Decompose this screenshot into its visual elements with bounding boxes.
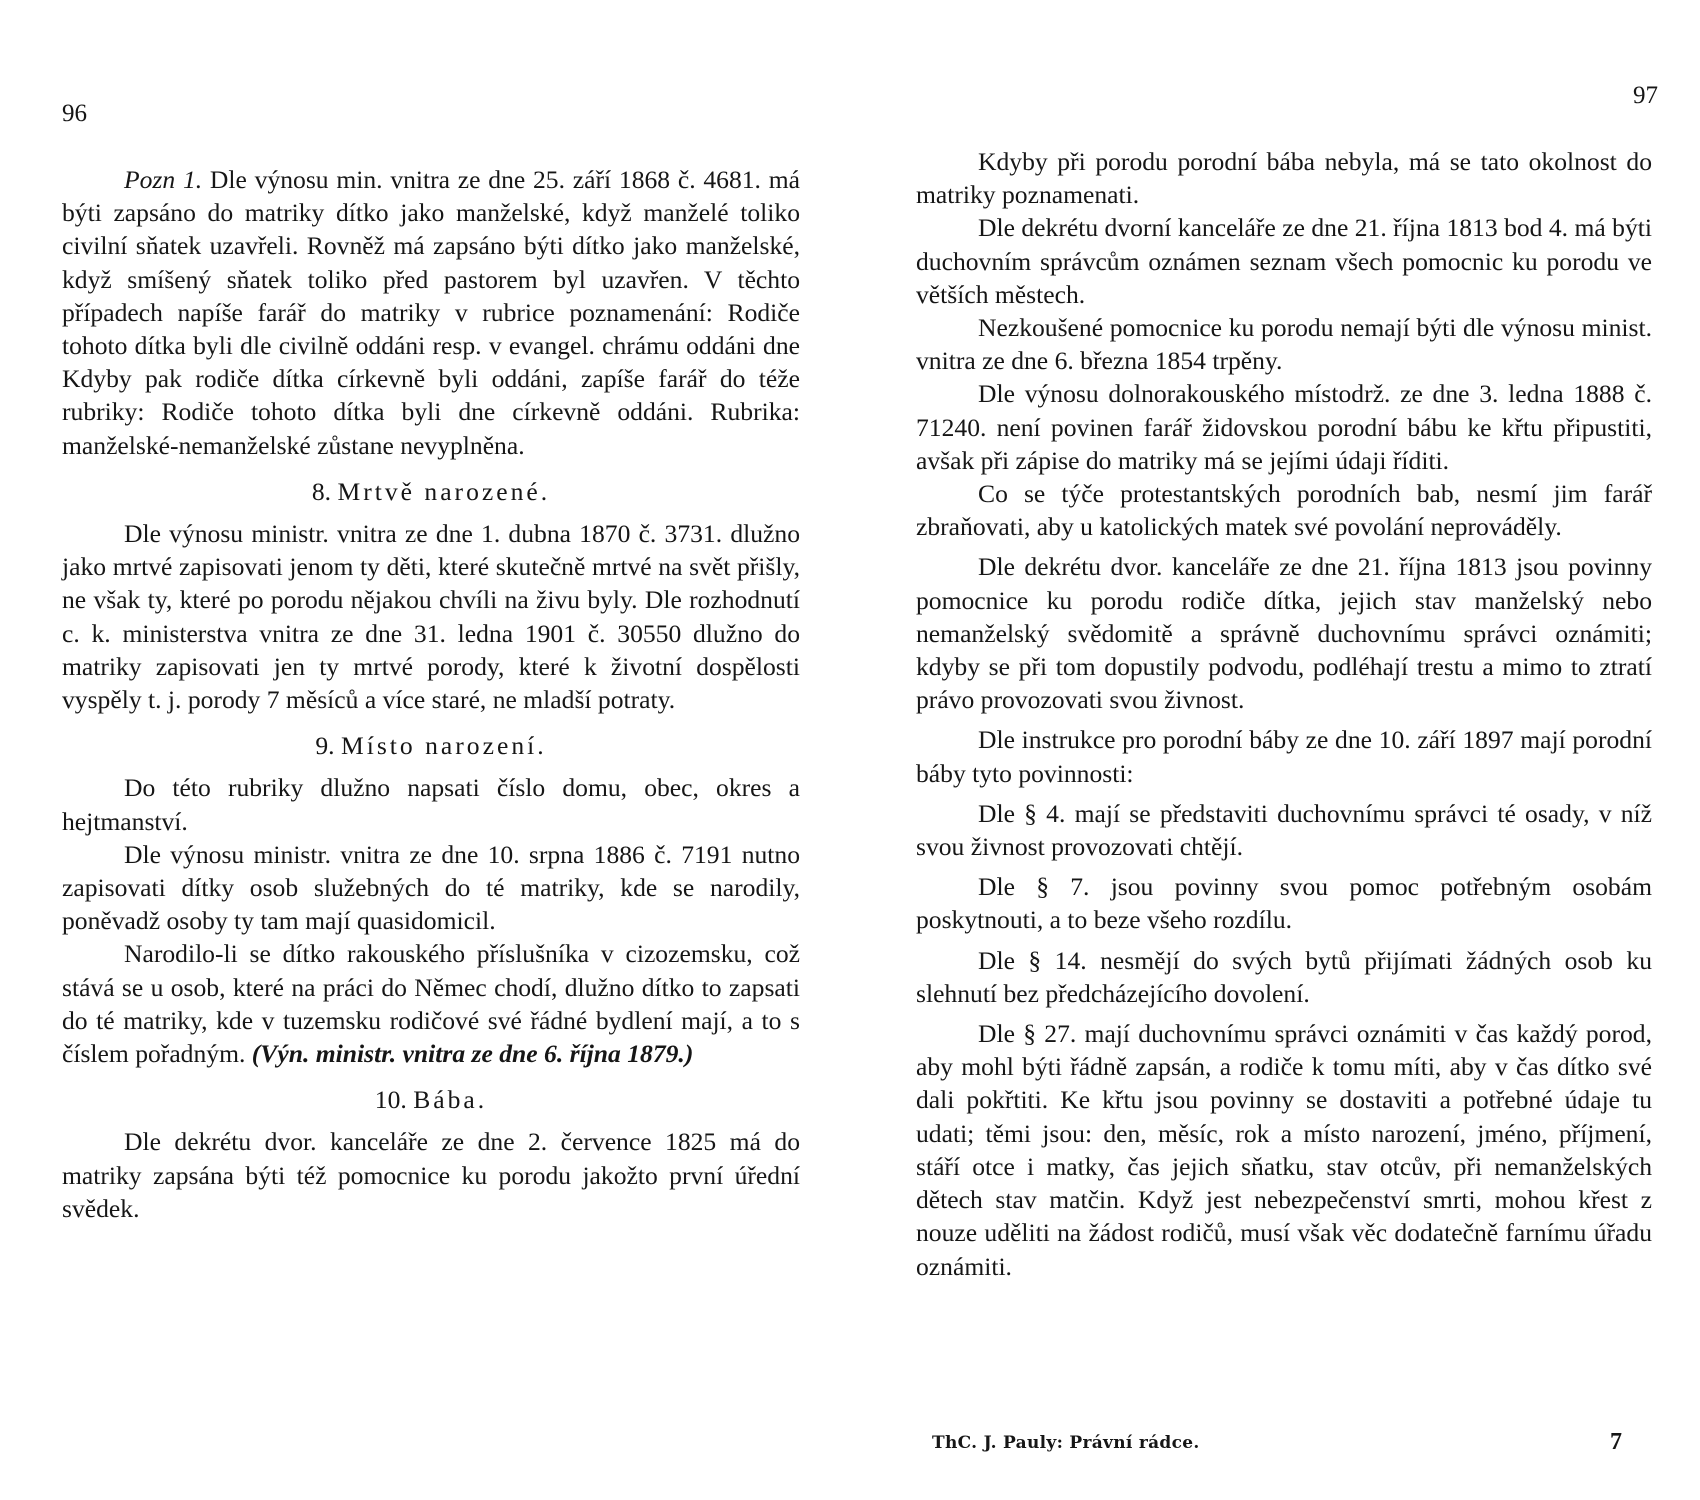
section-10-paragraph: Dle dekrétu dvor. kanceláře ze dne 2. července 1825 má do matriky zapsána býti též pomocnice ku porodu jakožto první úřední svědek. bbox=[62, 1127, 800, 1223]
paragraph: Dle dekrétu dvor. kanceláře ze dne 21. října 1813 jsou povinny pomocnice ku porodu rodiče dítka, jejich stav manželský nebo nemanželský svědomitě a správně duchovnímu správci oznámiti; kdyby se při tom dopustily podvodu, podléhají trestu a mimo to ztratí právo provozovati svou živnost. bbox=[916, 552, 1652, 715]
paragraph: Dle § 7. jsou povinny svou pomoc potřebným osobám poskytnouti, a to beze všeho rozdílu. bbox=[916, 872, 1652, 935]
page-footer bbox=[916, 1429, 1652, 1463]
left-text-column bbox=[62, 163, 800, 1225]
footer-sheet-number: 7 bbox=[1610, 1429, 1622, 1455]
section-10-number: 10. bbox=[374, 1085, 407, 1115]
paragraph: Dle instrukce pro porodní báby ze dne 10. září 1897 mají porodní báby tyto povinnosti: bbox=[916, 725, 1652, 788]
footer-signature: ThC. J. Pauly: Právní rádce. bbox=[932, 1433, 1200, 1453]
section-9-paragraph bbox=[62, 937, 800, 1070]
section-9-paragraph: Dle výnosu ministr. vnitra ze dne 10. srpna 1886 č. 7191 nutno zapisovati dítky osob služebných do té matriky, kde se narodily, poněvadž osoby ty tam mají quasidomicil. bbox=[62, 839, 800, 936]
paragraph: Dle § 27. mají duchovnímu správci oznámiti v čas každý porod, aby mohl býti řádně zapsán, a rodiče k tomu míti, aby v čas dítko své dali pokřtiti. Ke křtu jsou povinny se dostaviti a potřebné údaje tu udati; těmi jsou: den, měsíc, rok a místo narození, jméno, příjmení, stáří otce i matky, čas jejich sňatku, stav otcův, při nemanželských dětech stav matčin. Když jest nebezpečenství smrti, mohou křest z nouze uděliti na žádost rodičů, musí však věc dodatečně farnímu úřadu oznámiti. bbox=[916, 1019, 1652, 1281]
paragraph: Nezkoušené pomocnice ku porodu nemají býti dle výnosu minist. vnitra ze dne 6. března 1854 trpěny. bbox=[916, 313, 1652, 376]
paragraph: Co se týče protestantských porodních bab, nesmí jim farář zbraňovati, aby u katolických matek své povolání neprováděly. bbox=[916, 479, 1652, 542]
paragraph: Kdyby při porodu porodní bába nebyla, má se tato okolnost do matriky poznamenati. bbox=[916, 147, 1652, 210]
paragraph: Dle dekrétu dvorní kanceláře ze dne 21. října 1813 bod 4. má býti duchovním správcům oznámen seznam všech pomocnic ku porodu ve větších městech. bbox=[916, 213, 1652, 309]
paragraph: Dle § 4. mají se představiti duchovnímu správci té osady, v níž svou živnost provozovati chtějí. bbox=[916, 798, 1652, 862]
page-number-right: 97 bbox=[1633, 82, 1658, 109]
section-10-title: Bába. bbox=[413, 1085, 488, 1115]
section-9-title: Místo narození. bbox=[340, 731, 547, 761]
section-8-number: 8. bbox=[311, 476, 332, 506]
footnote-paragraph bbox=[62, 163, 800, 462]
paragraph: Dle výnosu dolnorakouského místodrž. ze dne 3. ledna 1888 č. 71240. není povinen farář židovskou porodní bábu ke křtu připustiti, avšak při zápise do matriky má se jejími údaji říditi. bbox=[916, 379, 1652, 475]
section-9-last-text: Narodilo-li se dítko rakouského příslušníka v cizozemsku, což stává se u osob, které na práci do Němec chodí, dlužno dítko to zapsati do té matriky, kde v tuzemsku rodičové své řádné bydlení mají, a to s číslem pořadným. bbox=[62, 939, 800, 1069]
note-text: Dle výnosu min. vnitra ze dne 25. září 1868 č. 4681. má býti zapsáno do matriky dítko jako manželské, když manželé toliko civilní sňatek uzavřeli. Rovněž má zapsáno býti dítko jako manželské, když smíšený sňatek toliko před pastorem byl uzavřen. V těchto případech napíše farář do matriky v rubrice poznamenání: Rodiče tohoto dítka byli dle civilně oddáni resp. v evangel. chrámu oddáni dne Kdyby pak rodiče dítka církevně byli oddáni, zapíše farář do téže rubriky: Rodiče tohoto dítka byli dne církevně oddáni. Rubrika: manželské-nemanželské zůstane nevyplněna. bbox=[62, 165, 800, 460]
section-9-number: 9. bbox=[315, 731, 335, 761]
section-10-heading bbox=[62, 1083, 800, 1116]
page-number-left: 96 bbox=[62, 100, 87, 127]
right-page bbox=[850, 0, 1700, 1500]
section-8-title: Mrtvě narozené. bbox=[337, 476, 551, 506]
section-9-heading bbox=[62, 729, 800, 762]
citation: (Výn. ministr. vnitra ze dne 6. října 1879.) bbox=[251, 1039, 694, 1069]
right-text-column bbox=[916, 145, 1652, 1283]
note-label: Pozn 1. bbox=[124, 165, 203, 194]
section-9-paragraph: Do této rubriky dlužno napsati číslo domu, obec, okres a hejtmanství. bbox=[62, 773, 800, 836]
paragraph: Dle § 14. nesmějí do svých bytů přijímati žádných osob ku slehnutí bez předcházejícího dovolení. bbox=[916, 945, 1652, 1008]
section-8-paragraph: Dle výnosu ministr. vnitra ze dne 1. dubna 1870 č. 3731. dlužno jako mrtvé zapisovati jenom ty děti, které skutečně mrtvé na svět přišly, ne však ty, které po porodu nějakou chvíli na živu byly. Dle rozhodnutí c. k. ministerstva vnitra ze dne 31. ledna 1901 č. 30550 dlužno do matriky zapisovati jen ty mrtvé porody, které k životní dospělosti vyspěly t. j. porody 7 měsíců a více staré, ne mladší potraty. bbox=[62, 519, 800, 715]
section-8-heading bbox=[62, 475, 800, 508]
